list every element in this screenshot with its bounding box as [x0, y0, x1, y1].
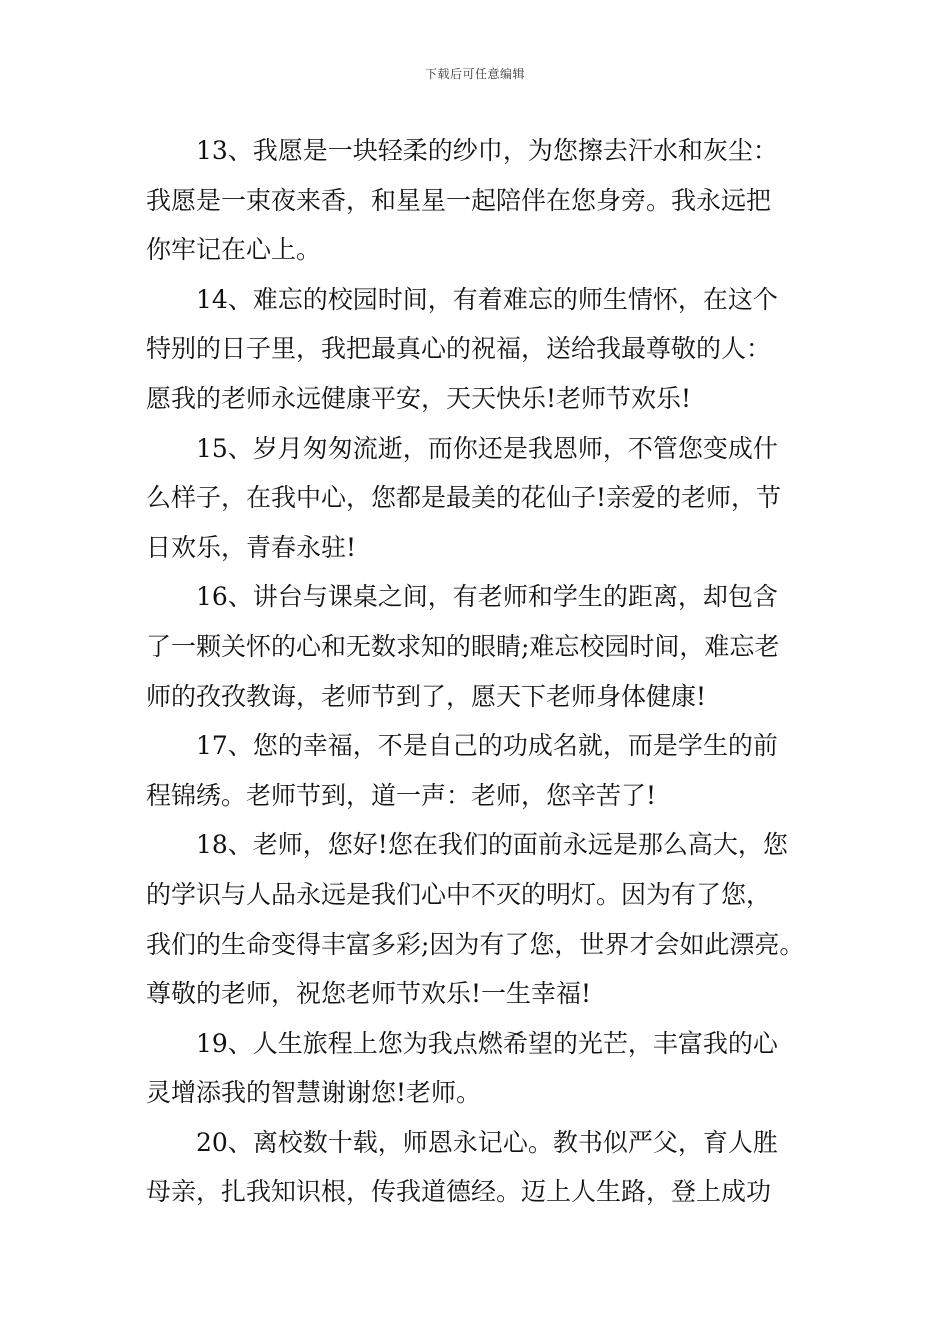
paragraph-19 — [146, 1019, 826, 1118]
paragraph-line: 师的孜孜教诲，老师节到了，愿天下老师身体健康! — [146, 681, 707, 711]
paragraph-14 — [146, 275, 826, 424]
paragraph-line: 么样子，在我中心，您都是最美的花仙子!亲爱的老师，节 — [146, 483, 782, 513]
paragraph-line: 日欢乐，青春永驻! — [146, 532, 357, 562]
paragraph-line: 了一颗关怀的心和无数求知的眼睛;难忘校园时间，难忘老 — [146, 631, 780, 661]
paragraph-line: 我愿是一束夜来香，和星星一起陪伴在您身旁。我永远把 — [146, 185, 772, 215]
paragraph-13 — [146, 126, 826, 275]
paragraph-line: 14、难忘的校园时间，有着难忘的师生情怀，在这个 — [196, 284, 778, 314]
paragraph-line: 18、老师，您好!您在我们的面前永远是那么高大，您 — [196, 830, 788, 860]
paragraph-line: 你牢记在心上。 — [146, 235, 322, 265]
paragraph-line: 特别的日子里，我把最真心的祝福，送给我最尊敬的人： — [146, 334, 772, 364]
paragraph-15 — [146, 424, 826, 573]
paragraph-line: 尊敬的老师，祝您老师节欢乐!一生幸福! — [146, 979, 592, 1009]
page-header: 下载后可任意编辑 — [424, 67, 525, 81]
paragraph-line: 13、我愿是一块轻柔的纱巾，为您擦去汗水和灰尘： — [196, 136, 778, 165]
paragraph-16 — [146, 572, 826, 721]
document-body — [146, 126, 826, 1217]
paragraph-line: 15、岁月匆匆流逝，而你还是我恩师，不管您变成什 — [196, 433, 778, 463]
paragraph-line: 愿我的老师永远健康平安，天天快乐!老师节欢乐! — [146, 383, 692, 413]
paragraph-18 — [146, 820, 826, 1018]
paragraph-line: 程锦绣。老师节到，道一声：老师，您辛苦了! — [146, 780, 657, 810]
paragraph-line: 的学识与人品永远是我们心中不灭的明灯。因为有了您， — [146, 879, 772, 909]
paragraph-line: 17、您的幸福，不是自己的功成名就，而是学生的前 — [196, 731, 778, 761]
paragraph-line: 16、讲台与课桌之间，有老师和学生的距离，却包含 — [196, 582, 778, 612]
paragraph-line: 母亲，扎我知识根，传我道德经。迈上人生路，登上成功 — [146, 1177, 772, 1207]
paragraph-line: 20、离校数十载，师恩永记心。教书似严父，育人胜 — [196, 1127, 778, 1157]
paragraph-20 — [146, 1118, 826, 1217]
paragraph-line: 灵增添我的智慧谢谢您!老师。 — [146, 1078, 482, 1108]
paragraph-17 — [146, 721, 826, 820]
paragraph-line: 19、人生旅程上您为我点燃希望的光芒，丰富我的心 — [196, 1028, 778, 1058]
paragraph-line: 我们的生命变得丰富多彩;因为有了您，世界才会如此漂亮。 — [146, 929, 805, 959]
